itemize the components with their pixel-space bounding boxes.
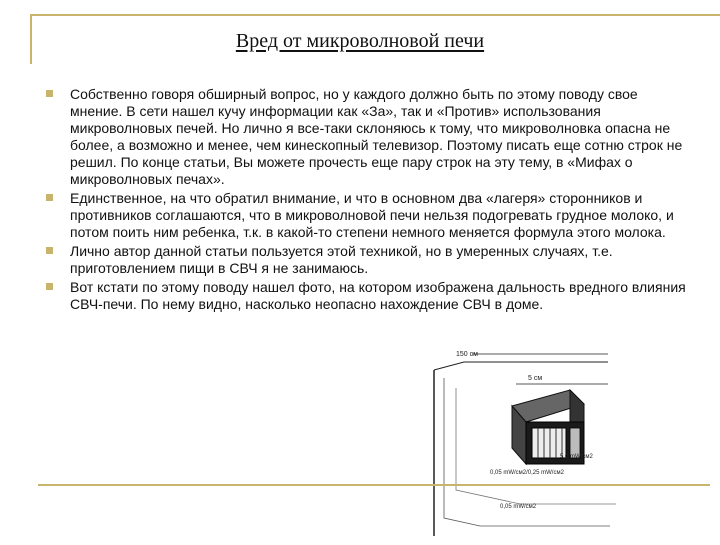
bullet-item: [46, 86, 686, 188]
microwave-radiation-illustration: [420, 340, 620, 540]
bullet-list: [46, 86, 686, 315]
bullet-item: [46, 243, 686, 277]
label-level-2: 0,05 mW/см2/0,25 mW/см2: [490, 470, 564, 476]
label-level-1: 5,0 mW/см2: [560, 454, 593, 460]
bullet-marker-icon: [46, 283, 53, 290]
frame-bottom-line: [38, 484, 710, 486]
bullet-text: Собственно говоря обширный вопрос, но у каждого должно быть по этому поводу свое мнение. В сети нашел кучу информации как «За», так и «Против» использования микроволновых печей. Но лично я все-таки склоняюсь к тому, что микроволновка опасна не более, а возможно и менее, чем кинескопный телевизор. Поэтому писать еще сотню строк не решил. По конце статьи, Вы можете прочесть еще пару строк на эту тему, в «Мифах о микроволновых печах».: [70, 86, 683, 187]
bullet-marker-icon: [46, 194, 53, 201]
slide-title-text: Вред от микроволновой печи: [235, 30, 485, 52]
frame-top-line: [30, 14, 720, 16]
bullet-text: Единственное, на что обратил внимание, и что в основном два «лагеря» сторонников и противников соглашаются, что в микроволновой печи нельзя подогревать грудное молоко, и потом поить ним ребенка, т.к. в какой-то степени немного меняется формула этого молока.: [70, 190, 674, 240]
slide-title: [0, 30, 720, 53]
microwave-diagram: [420, 340, 620, 540]
bullet-marker-icon: [46, 247, 53, 254]
bullet-text: Лично автор данной статьи пользуется этой техникой, но в умеренных случаях, т.е. приготовлением пищи в СВЧ я не занимаюсь.: [70, 243, 613, 276]
bullet-text: Вот кстати по этому поводу нашел фото, на котором изображена дальность вредного влияния СВЧ-печи. По нему видно, насколько неопасно нахождение СВЧ в доме.: [70, 279, 686, 312]
label-level-3: 0,05 mW/см2: [500, 504, 537, 510]
bullet-item: [46, 279, 686, 313]
zone-outer-top-edge: [434, 362, 608, 370]
bullet-item: [46, 190, 686, 241]
bullet-marker-icon: [46, 90, 53, 97]
label-150cm: 150 см: [456, 351, 478, 358]
label-5cm: 5 см: [528, 375, 543, 382]
